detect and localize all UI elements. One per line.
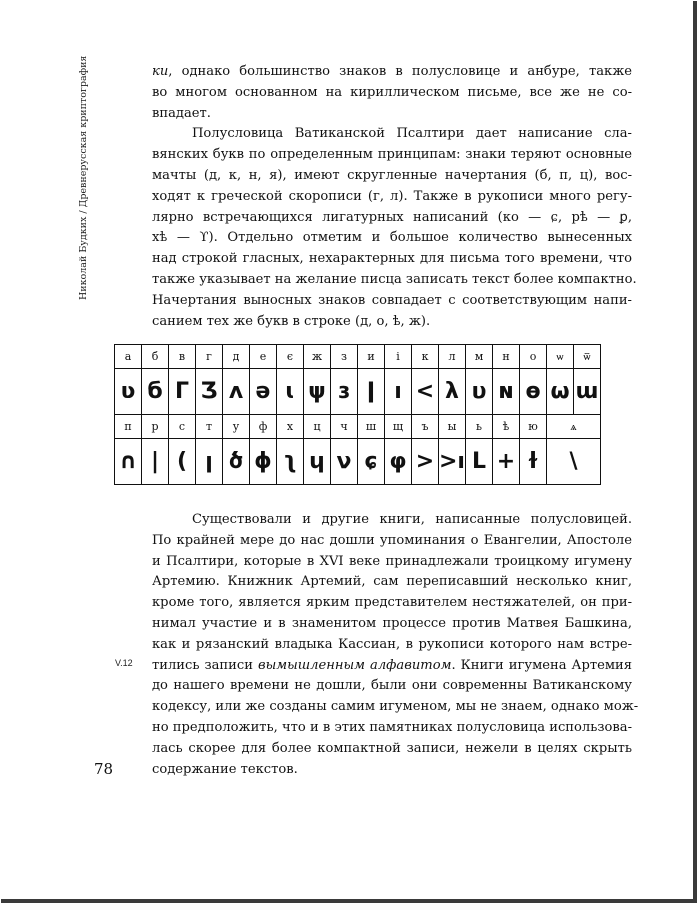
vatican-glyph-cell: ɥ [304, 439, 331, 485]
paragraph-block-top [152, 62, 637, 332]
vatican-glyph-cell: ı [385, 369, 412, 415]
margin-note: V.12 [115, 658, 133, 668]
vatican-glyph-cell: ψ [304, 369, 331, 415]
vatican-glyph-cell: λ [439, 369, 466, 415]
cyrillic-letter-cell: ѡ [547, 345, 574, 369]
cyrillic-letter-cell: ѧ [547, 415, 601, 439]
text-line: Полусловица Ватиканской Псалтири дает написание сла- [192, 126, 632, 142]
vatican-glyph-cell: υ [466, 369, 493, 415]
vatican-glyph-cell: ɸ [250, 439, 277, 485]
cyrillic-letter-cell: у [223, 415, 250, 439]
vatican-glyph-cell: ɯ [574, 369, 601, 415]
vatican-glyph-cell: Ʒ [196, 369, 223, 415]
vatican-glyph-cell: \ [547, 439, 601, 485]
vatican-glyph-cell: ɜ [331, 369, 358, 415]
vatican-glyph-cell: ɕ [358, 439, 385, 485]
cyrillic-letter-cell: м [466, 345, 493, 369]
text-line: до нашего времени не дошли, были они современны Ватиканскому [152, 678, 632, 694]
cyrillic-letter-cell: є [277, 345, 304, 369]
cyrillic-letter-cell: т [196, 415, 223, 439]
vatican-glyph-cell: L [466, 439, 493, 485]
text-line: во многом основанном на кириллическом письме, все же не со- [152, 84, 632, 100]
text-line: мачты (д, к, н, я), имеют скругленные начертания (б, п, ц), вос- [152, 167, 632, 183]
vatican-glyph-cell: ∩ [115, 439, 142, 485]
cyrillic-letter-cell: і [385, 345, 412, 369]
text-line: ки, однако большинство знаков в полусловице и анбуре, также [152, 64, 632, 79]
vatican-glyph-cell: ɴ [493, 369, 520, 415]
text-line: но предположить, что и в этих памятниках полусловица использова- [152, 719, 632, 735]
cyrillic-letter-cell: п [115, 415, 142, 439]
vatican-glyph-cell: > [412, 439, 439, 485]
text-line: хѣ — ϒ). Отдельно отметим и большое количество вынесенных [152, 230, 632, 246]
cyrillic-letter-cell: г [196, 345, 223, 369]
cyrillic-letter-cell: и [358, 345, 385, 369]
cyrillic-letter-cell: ф [250, 415, 277, 439]
vatican-row [115, 369, 601, 415]
text-line: вянских букв по определенным принципам: знаки теряют основные [152, 147, 632, 163]
cyrillic-letter-cell: к [412, 345, 439, 369]
cyrillic-letter-cell: х [277, 415, 304, 439]
cyrillic-row [115, 415, 601, 439]
paragraph-block-bottom [152, 510, 639, 780]
cyrillic-letter-cell: ѣ [493, 415, 520, 439]
cyrillic-letter-cell: о [520, 345, 547, 369]
cyrillic-letter-cell: щ [385, 415, 412, 439]
cyrillic-letter-cell: б [142, 345, 169, 369]
cyrillic-letter-cell: в [169, 345, 196, 369]
cyrillic-letter-cell: ѿ [574, 345, 601, 369]
cyrillic-letter-cell: а [115, 345, 142, 369]
text-line: содержание текстов. [152, 761, 298, 777]
vatican-row [115, 439, 601, 485]
vatican-glyph-cell: ʅ [277, 439, 304, 485]
vatican-glyph-cell: Г [169, 369, 196, 415]
vatican-glyph-cell: ɵ [520, 369, 547, 415]
cyrillic-letter-cell: с [169, 415, 196, 439]
cyrillic-letter-cell: д [223, 345, 250, 369]
cyrillic-letter-cell: ч [331, 415, 358, 439]
vatican-glyph-cell: ω [547, 369, 574, 415]
vatican-glyph-cell: ( [169, 439, 196, 485]
cyrillic-letter-cell: ж [304, 345, 331, 369]
cyrillic-letter-cell: р [142, 415, 169, 439]
cyrillic-letter-cell: ь [466, 415, 493, 439]
text-line: лярно встречающихся лигатурных написаний (ко — ɕ, рѣ — ꝑ, [152, 209, 632, 225]
text-line: ходят к греческой скорописи (г, л). Также в рукописи много регу- [152, 188, 632, 204]
text-line: впадает. [152, 105, 211, 121]
text-line: и Псалтири, которые в XVI веке принадлежали троицкому игумену [152, 553, 632, 569]
alphabet-table [114, 344, 601, 485]
vatican-glyph-cell: ɩ [277, 369, 304, 415]
vatican-glyph-cell: >ı [439, 439, 466, 485]
cyrillic-letter-cell: ъ [412, 415, 439, 439]
cyrillic-letter-cell: н [493, 345, 520, 369]
vatican-glyph-cell: ʋ [115, 369, 142, 415]
cyrillic-letter-cell: ш [358, 415, 385, 439]
text-line: тились записи вымышленным алфавитом. Книги игумена Артемия [152, 657, 633, 673]
text-line: нимал участие и в знаменитом процессе против Матвея Башкина, [152, 615, 632, 631]
vatican-glyph-cell: ʌ [223, 369, 250, 415]
vatican-glyph-cell: ɫ [520, 439, 547, 485]
text-line: кроме того, является ярким представителем нестяжателей, он при- [152, 595, 632, 611]
vatican-glyph-cell: φ [385, 439, 412, 485]
vatican-glyph-cell: б [142, 369, 169, 415]
vatican-glyph-cell: ծ [223, 439, 250, 485]
text-line: Артемию. Книжник Артемий, сам переписавший несколько книг, [152, 574, 632, 590]
cyrillic-letter-cell: е [250, 345, 277, 369]
vatican-glyph-cell: ə [250, 369, 277, 415]
vatican-glyph-cell: ǀ [358, 369, 385, 415]
text-line: лась скорее для более компактной записи, нежели в целях скрыть [152, 740, 632, 756]
text-line: над строкой гласных, нехарактерных для письма того времени, что [152, 251, 632, 267]
text-line: как и рязанский владыка Кассиан, в рукописи которого нам встре- [152, 636, 632, 652]
vatican-glyph-cell: ν [331, 439, 358, 485]
vatican-glyph-cell: | [142, 439, 169, 485]
text-line: Существовали и другие книги, написанные полусловицей. [192, 512, 632, 527]
text-line: Начертания выносных знаков совпадает с соответствующим напи- [152, 292, 632, 308]
vatican-glyph-cell: + [493, 439, 520, 485]
text-line: По крайней мере до нас дошли упоминания о Евангелии, Апостоле [152, 532, 632, 548]
cyrillic-letter-cell: ю [520, 415, 547, 439]
page-number: 78 [94, 760, 114, 778]
text-line: санием тех же букв в строке (д, о, ѣ, ж). [152, 313, 431, 329]
text-line: кодексу, или же созданы самим игуменом, мы не знаем, однако мож- [152, 699, 639, 715]
cyrillic-letter-cell: ы [439, 415, 466, 439]
vatican-glyph-cell: < [412, 369, 439, 415]
cyrillic-letter-cell: ц [304, 415, 331, 439]
cyrillic-letter-cell: л [439, 345, 466, 369]
cyrillic-letter-cell: з [331, 345, 358, 369]
cyrillic-row [115, 345, 601, 369]
text-line: также указывает на желание писца записать текст более компактно. [152, 271, 637, 287]
vatican-glyph-cell: ꞁ [196, 439, 223, 485]
